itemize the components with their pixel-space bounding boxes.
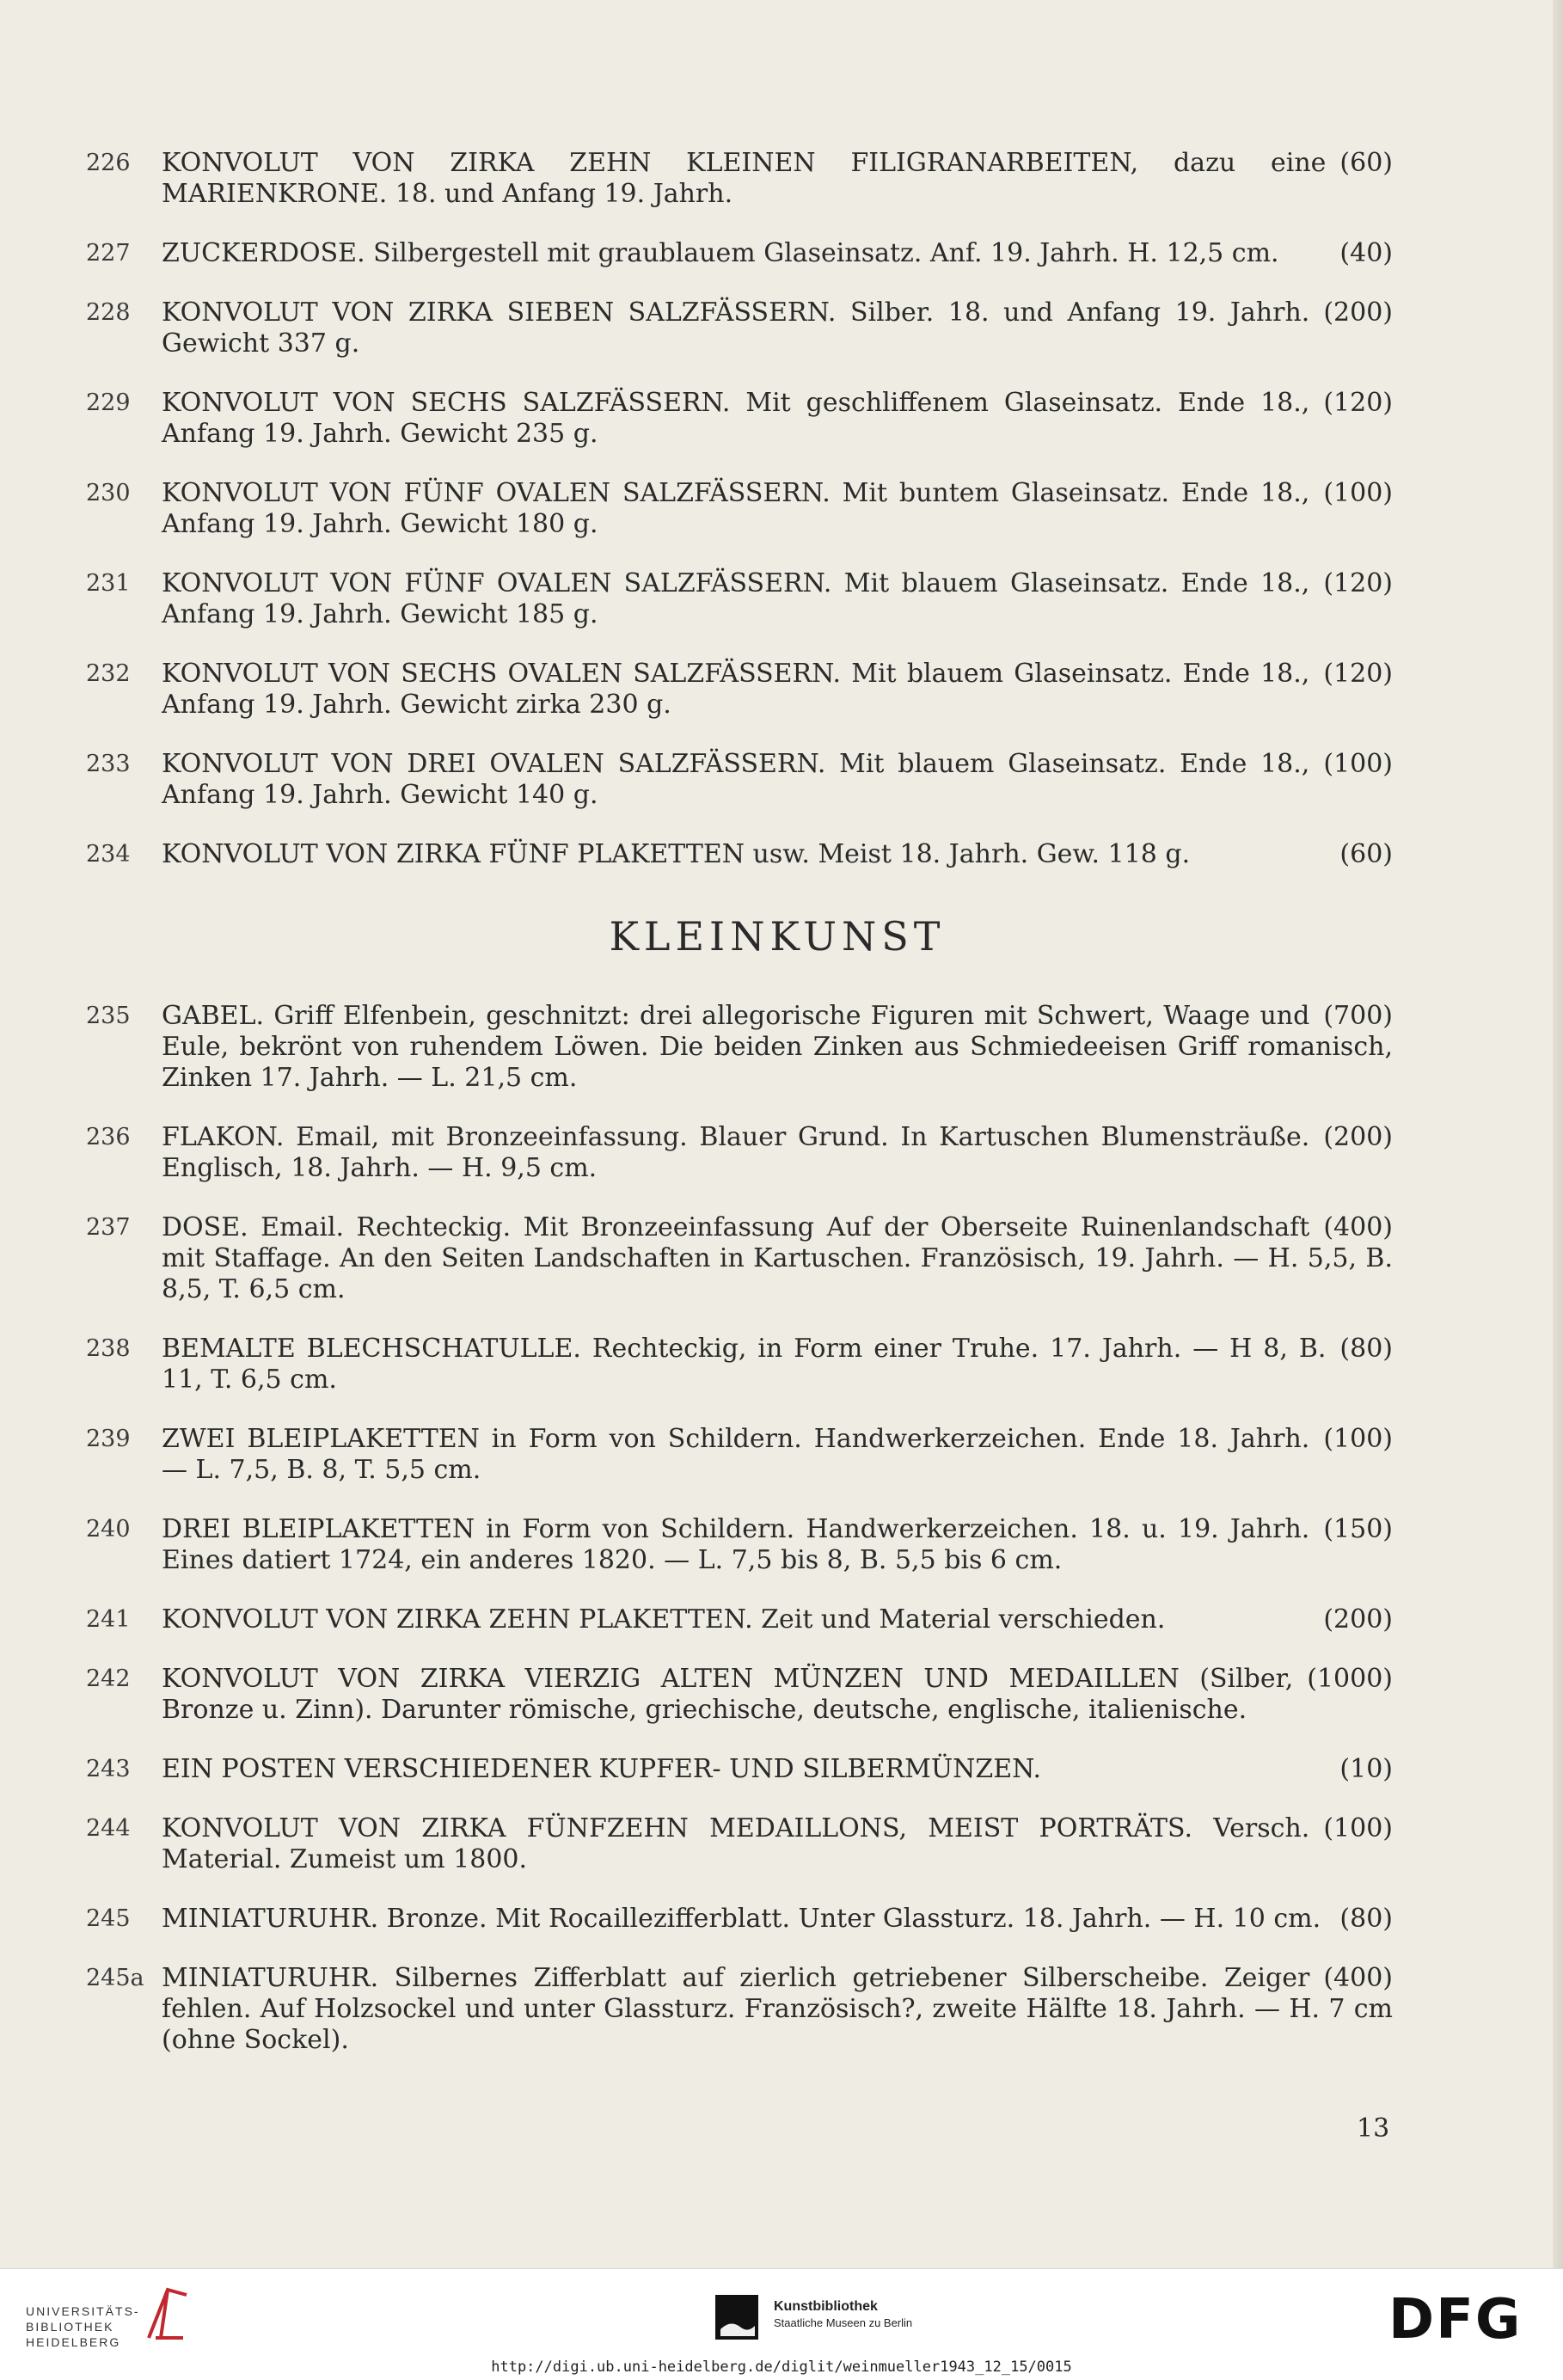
lot-description: KONVOLUT VON ZIRKA ZEHN PLAKETTEN. Zeit und Material verschieden. bbox=[162, 1604, 1166, 1635]
catalog-entry bbox=[86, 568, 1393, 630]
lot-description: KONVOLUT VON ZIRKA SIEBEN SALZFÄSSERN. Silber. 18. und Anfang 19. Jahrh. Gewicht 337 g. bbox=[162, 298, 1310, 359]
lot-description: GABEL. Griff Elfenbein, geschnitzt: drei allegorische Figuren mit Schwert, Waage und Eule, bekrönt von ruhendem Löwen. Die beiden Zinken aus Schmiedeeisen Griff romanisch, Zinken 17. Jahrh. — L. 21,5 cm. bbox=[162, 1001, 1393, 1093]
lot-estimate: (100) bbox=[1323, 749, 1393, 779]
lot-estimate: (120) bbox=[1323, 388, 1393, 418]
lot-number: 241 bbox=[86, 1606, 131, 1633]
lot-estimate: (10) bbox=[1339, 1754, 1393, 1784]
lot-number: 245 bbox=[86, 1905, 131, 1932]
university-line-1: UNIVERSITÄTS- bbox=[26, 2304, 140, 2318]
catalog-entry bbox=[86, 238, 1393, 269]
lot-estimate: (100) bbox=[1323, 478, 1393, 508]
lot-number: 235 bbox=[86, 1003, 131, 1029]
catalog-entry bbox=[86, 1212, 1393, 1305]
lot-description: KONVOLUT VON ZIRKA ZEHN KLEINEN FILIGRANARBEITEN, dazu eine MARIENKRONE. 18. und Anfang 19. Jahrh. bbox=[162, 148, 1327, 209]
entry-list-bottom bbox=[86, 1001, 1393, 2056]
lot-number: 228 bbox=[86, 299, 131, 326]
catalog-entry bbox=[86, 659, 1393, 721]
lot-estimate: (120) bbox=[1323, 659, 1393, 689]
lot-description: KONVOLUT VON FÜNF OVALEN SALZFÄSSERN. Mit blauem Glaseinsatz. Ende 18., Anfang 19. Jahrh. Gewicht 185 g. bbox=[162, 568, 1310, 629]
catalog-entry bbox=[86, 1904, 1393, 1935]
lot-description: BEMALTE BLECHSCHATULLE. Rechteckig, in Form einer Truhe. 17. Jahrh. — H 8, B. 11, T. 6,5 cm. bbox=[162, 1334, 1327, 1395]
lot-number: 236 bbox=[86, 1124, 131, 1150]
lot-estimate: (100) bbox=[1323, 1813, 1393, 1843]
lot-description: MINIATURUHR. Silbernes Zifferblatt auf zierlich getriebener Silberscheibe. Zeiger fehlen. Auf Holzsockel und unter Glassturz. Französisch?, zweite Hälfte 18. Jahrh. — H. 7 cm (ohne Sockel). bbox=[162, 1963, 1393, 2055]
lot-number: 240 bbox=[86, 1516, 131, 1543]
lot-number: 242 bbox=[86, 1665, 131, 1692]
lot-estimate: (40) bbox=[1339, 238, 1393, 268]
lot-number: 243 bbox=[86, 1756, 131, 1782]
lot-description: DREI BLEIPLAKETTEN in Form von Schildern. Handwerkerzeichen. 18. u. 19. Jahrh. Eines datiert 1724, ein anderes 1820. — L. 7,5 bis 8, B. 5,5 bis 6 cm. bbox=[162, 1514, 1310, 1575]
catalog-entries bbox=[86, 148, 1393, 2084]
lot-number: 238 bbox=[86, 1335, 131, 1362]
university-library-label bbox=[26, 2303, 140, 2350]
lot-description: FLAKON. Email, mit Bronzeeinfassung. Blauer Grund. In Kartuschen Blumensträuße. Englisch, 18. Jahrh. — H. 9,5 cm. bbox=[162, 1122, 1310, 1183]
page-spine-shadow bbox=[1553, 0, 1563, 2268]
catalog-entry bbox=[86, 298, 1393, 359]
lot-number: 245a bbox=[86, 1965, 144, 1991]
lot-number: 234 bbox=[86, 841, 131, 868]
permalink-url[interactable]: http://digi.ub.uni-heidelberg.de/diglit/weinmueller1943_12_15/0015 bbox=[491, 2359, 1072, 2376]
catalog-entry bbox=[86, 1604, 1393, 1635]
lot-description: KONVOLUT VON SECHS SALZFÄSSERN. Mit geschliffenem Glaseinsatz. Ende 18., Anfang 19. Jahrh. Gewicht 235 g. bbox=[162, 388, 1310, 449]
kunstbibliothek-label bbox=[774, 2298, 912, 2331]
lot-estimate: (400) bbox=[1323, 1963, 1393, 1993]
entry-list-top bbox=[86, 148, 1393, 870]
lot-number: 230 bbox=[86, 480, 131, 506]
lot-description: KONVOLUT VON ZIRKA VIERZIG ALTEN MÜNZEN UND MEDAILLEN (Silber, Bronze u. Zinn). Darunter römische, griechische, deutsche, englische, italienische. bbox=[162, 1664, 1294, 1725]
lot-description: ZUCKERDOSE. Silbergestell mit graublauem Glaseinsatz. Anf. 19. Jahrh. H. 12,5 cm. bbox=[162, 238, 1279, 268]
catalog-entry bbox=[86, 1514, 1393, 1576]
lot-number: 231 bbox=[86, 570, 131, 597]
university-line-2: BIBLIOTHEK bbox=[26, 2320, 114, 2334]
kunstbibliothek-logo-icon bbox=[715, 2295, 758, 2340]
catalog-entry bbox=[86, 1963, 1393, 2056]
lot-description: KONVOLUT VON DREI OVALEN SALZFÄSSERN. Mit blauem Glaseinsatz. Ende 18., Anfang 19. Jahrh. Gewicht 140 g. bbox=[162, 749, 1310, 810]
catalog-entry bbox=[86, 1754, 1393, 1785]
catalog-entry bbox=[86, 478, 1393, 540]
catalog-entry bbox=[86, 839, 1393, 870]
university-logo-icon bbox=[142, 2285, 193, 2345]
lot-number: 239 bbox=[86, 1426, 131, 1452]
lot-description: DOSE. Email. Rechteckig. Mit Bronzeeinfassung Auf der Oberseite Ruinenlandschaft mit Staffage. An den Seiten Landschaften in Kartuschen. Französisch, 19. Jahrh. — H. 5,5, B. 8,5, T. 6,5 cm. bbox=[162, 1212, 1393, 1304]
page-number: 13 bbox=[1357, 2113, 1390, 2144]
lot-estimate: (120) bbox=[1323, 568, 1393, 598]
catalog-entry bbox=[86, 1122, 1393, 1184]
lot-estimate: (1000) bbox=[1307, 1664, 1393, 1694]
lot-estimate: (150) bbox=[1323, 1514, 1393, 1544]
lot-description: ZWEI BLEIPLAKETTEN in Form von Schildern. Handwerkerzeichen. Ende 18. Jahrh. — L. 7,5, B. 8, T. 5,5 cm. bbox=[162, 1424, 1310, 1485]
lot-estimate: (700) bbox=[1323, 1001, 1393, 1031]
lot-estimate: (400) bbox=[1323, 1212, 1393, 1242]
lot-description: MINIATURUHR. Bronze. Mit Rocaillezifferblatt. Unter Glassturz. 18. Jahrh. — H. 10 cm. bbox=[162, 1904, 1321, 1934]
catalog-entry bbox=[86, 1664, 1393, 1726]
viewer-footer bbox=[0, 2268, 1563, 2380]
lot-description: KONVOLUT VON SECHS OVALEN SALZFÄSSERN. Mit blauem Glaseinsatz. Ende 18., Anfang 19. Jahrh. Gewicht zirka 230 g. bbox=[162, 659, 1310, 720]
catalog-entry bbox=[86, 1424, 1393, 1486]
lot-estimate: (80) bbox=[1339, 1334, 1393, 1364]
lot-description: KONVOLUT VON ZIRKA FÜNFZEHN MEDAILLONS, MEIST PORTRÄTS. Versch. Material. Zumeist um 1800. bbox=[162, 1813, 1310, 1874]
lot-number: 232 bbox=[86, 660, 131, 687]
lot-number: 237 bbox=[86, 1214, 131, 1241]
lot-estimate: (200) bbox=[1323, 298, 1393, 328]
lot-estimate: (200) bbox=[1323, 1122, 1393, 1152]
lot-number: 229 bbox=[86, 390, 131, 416]
kunstbibliothek-subtitle: Staatliche Museen zu Berlin bbox=[774, 2316, 913, 2329]
lot-estimate: (80) bbox=[1339, 1904, 1393, 1934]
catalog-entry bbox=[86, 1813, 1393, 1875]
lot-estimate: (60) bbox=[1339, 148, 1393, 178]
dfg-logo: DFG bbox=[1388, 2288, 1523, 2352]
lot-estimate: (100) bbox=[1323, 1424, 1393, 1454]
lot-description: KONVOLUT VON ZIRKA FÜNF PLAKETTEN usw. Meist 18. Jahrh. Gew. 118 g. bbox=[162, 839, 1191, 869]
catalog-entry bbox=[86, 1001, 1393, 1094]
kunstbibliothek-name: Kunstbibliothek bbox=[774, 2299, 878, 2314]
catalog-entry bbox=[86, 148, 1393, 210]
lot-estimate: (60) bbox=[1339, 839, 1393, 869]
lot-description: EIN POSTEN VERSCHIEDENER KUPFER- UND SILBERMÜNZEN. bbox=[162, 1754, 1041, 1784]
catalog-entry bbox=[86, 1334, 1393, 1395]
catalog-entry bbox=[86, 388, 1393, 450]
lot-number: 233 bbox=[86, 751, 131, 777]
lot-number: 226 bbox=[86, 150, 131, 176]
lot-estimate: (200) bbox=[1323, 1604, 1393, 1635]
university-line-3: HEIDELBERG bbox=[26, 2335, 121, 2349]
section-title: KLEINKUNST bbox=[609, 913, 946, 960]
lot-number: 227 bbox=[86, 240, 131, 267]
lot-description: KONVOLUT VON FÜNF OVALEN SALZFÄSSERN. Mit buntem Glaseinsatz. Ende 18., Anfang 19. Jahrh. Gewicht 180 g. bbox=[162, 478, 1310, 539]
catalog-entry bbox=[86, 749, 1393, 811]
lot-number: 244 bbox=[86, 1815, 131, 1842]
